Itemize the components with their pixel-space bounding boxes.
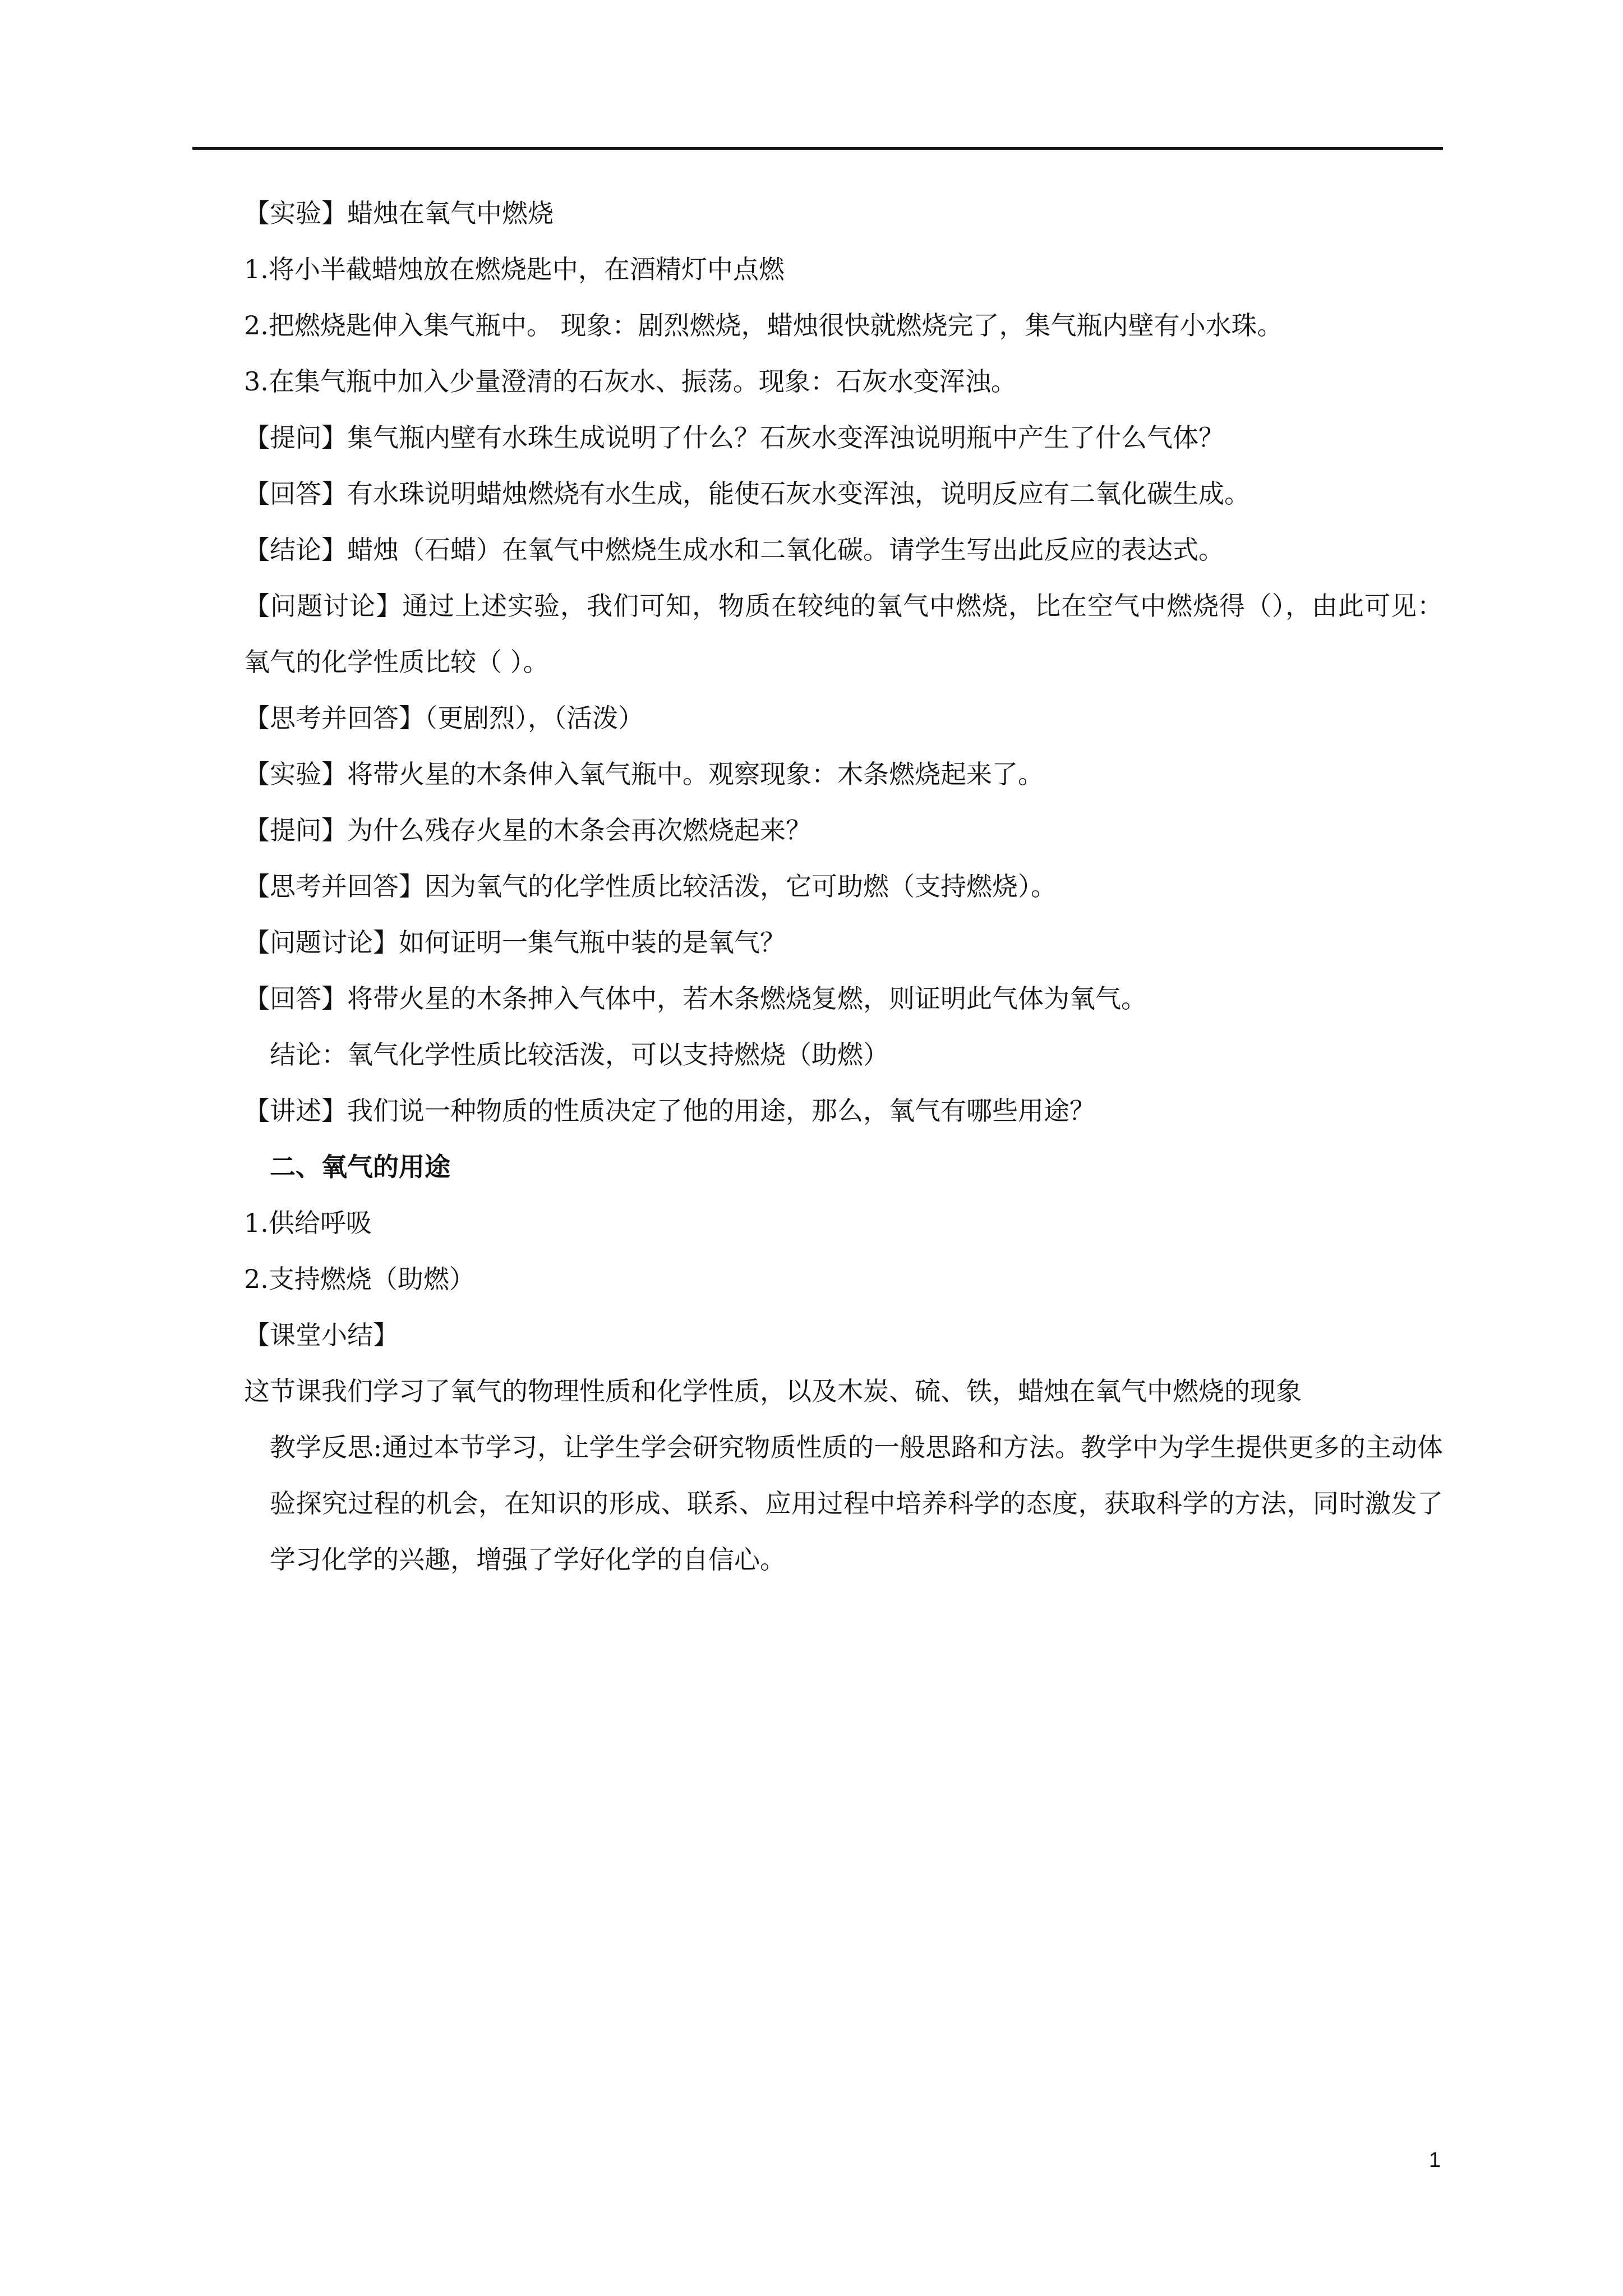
answer-2-paragraph: 【回答】将带火星的木条抻入气体中，若木条燃烧复燃，则证明此气体为氧气。 [244,983,1147,1014]
answer-paragraph: 【回答】有水珠说明蜡烛燃烧有水生成，能使石灰水变浑浊，说明反应有二氧化碳生成。 [244,478,1250,509]
use-item-1: 1.供给呼吸 [244,1208,372,1238]
summary-heading: 【课堂小结】 [244,1320,399,1350]
reflection-paragraph: 教学反思:通过本节学习，让学生学会研究物质性质的一般思路和方法。教学中为学生提供更多的主动体验探究过程的机会，在知识的形成、联系、应用过程中培养科学的态度，获取科学的方法，同时激发了学习化学的兴趣，增强了学好化学的自信心。 [270,1432,1443,1575]
discussion-2-paragraph: 【问题讨论】如何证明一集气瓶中装的是氧气？ [244,927,786,958]
discussion-paragraph: 【问题讨论】通过上述实验，我们可知，物质在较纯的氧气中燃烧，比在空气中燃烧得（），由此可见：氧气的化学性质比较（ ）。 [244,591,1443,677]
statement-paragraph: 【讲述】我们说一种物质的性质决定了他的用途，那么，氧气有哪些用途？ [244,1096,1095,1126]
question-paragraph: 【提问】集气瓶内壁有水珠生成说明了什么？石灰水变浑浊说明瓶中产生了什么气体？ [244,422,1224,453]
page-number: 1 [1428,2148,1441,2172]
summary-paragraph: 这节课我们学习了氧气的物理性质和化学性质，以及木炭、硫、铁，蜡烛在氧气中燃烧的现象 [244,1376,1302,1406]
use-item-2: 2.支持燃烧（助燃） [244,1264,475,1294]
experiment-2-paragraph: 【实验】将带火星的木条伸入氧气瓶中。观察现象：木条燃烧起来了。 [244,759,1044,789]
section-heading: 二、氧气的用途 [270,1152,450,1182]
conclusion-paragraph: 【结论】蜡烛（石蜡）在氧气中燃烧生成水和二氧化碳。请学生写出此反应的表达式。 [244,535,1224,565]
step-1: 1.将小半截蜡烛放在燃烧匙中，在酒精灯中点燃 [244,254,785,284]
document-body [192,185,1443,1588]
experiment-heading: 【实验】蜡烛在氧气中燃烧 [244,198,554,228]
conclusion-2-paragraph: 结论：氧气化学性质比较活泼，可以支持燃烧（助燃） [270,1039,889,1070]
header-rule [192,147,1443,150]
step-3: 3.在集气瓶中加入少量澄清的石灰水、振荡。现象：石灰水变浑浊。 [244,366,1017,397]
think-answer-paragraph: 【思考并回答】（更剧烈），（活泼） [244,703,644,733]
question-2-paragraph: 【提问】为什么残存火星的木条会再次燃烧起来？ [244,815,811,845]
think-answer-2-paragraph: 【思考并回答】因为氧气的化学性质比较活泼，它可助燃（支持燃烧）。 [244,871,1057,901]
step-2: 2.把燃烧匙伸入集气瓶中。 现象：剧烈燃烧，蜡烛很快就燃烧完了，集气瓶内壁有小水珠。 [244,310,1283,341]
